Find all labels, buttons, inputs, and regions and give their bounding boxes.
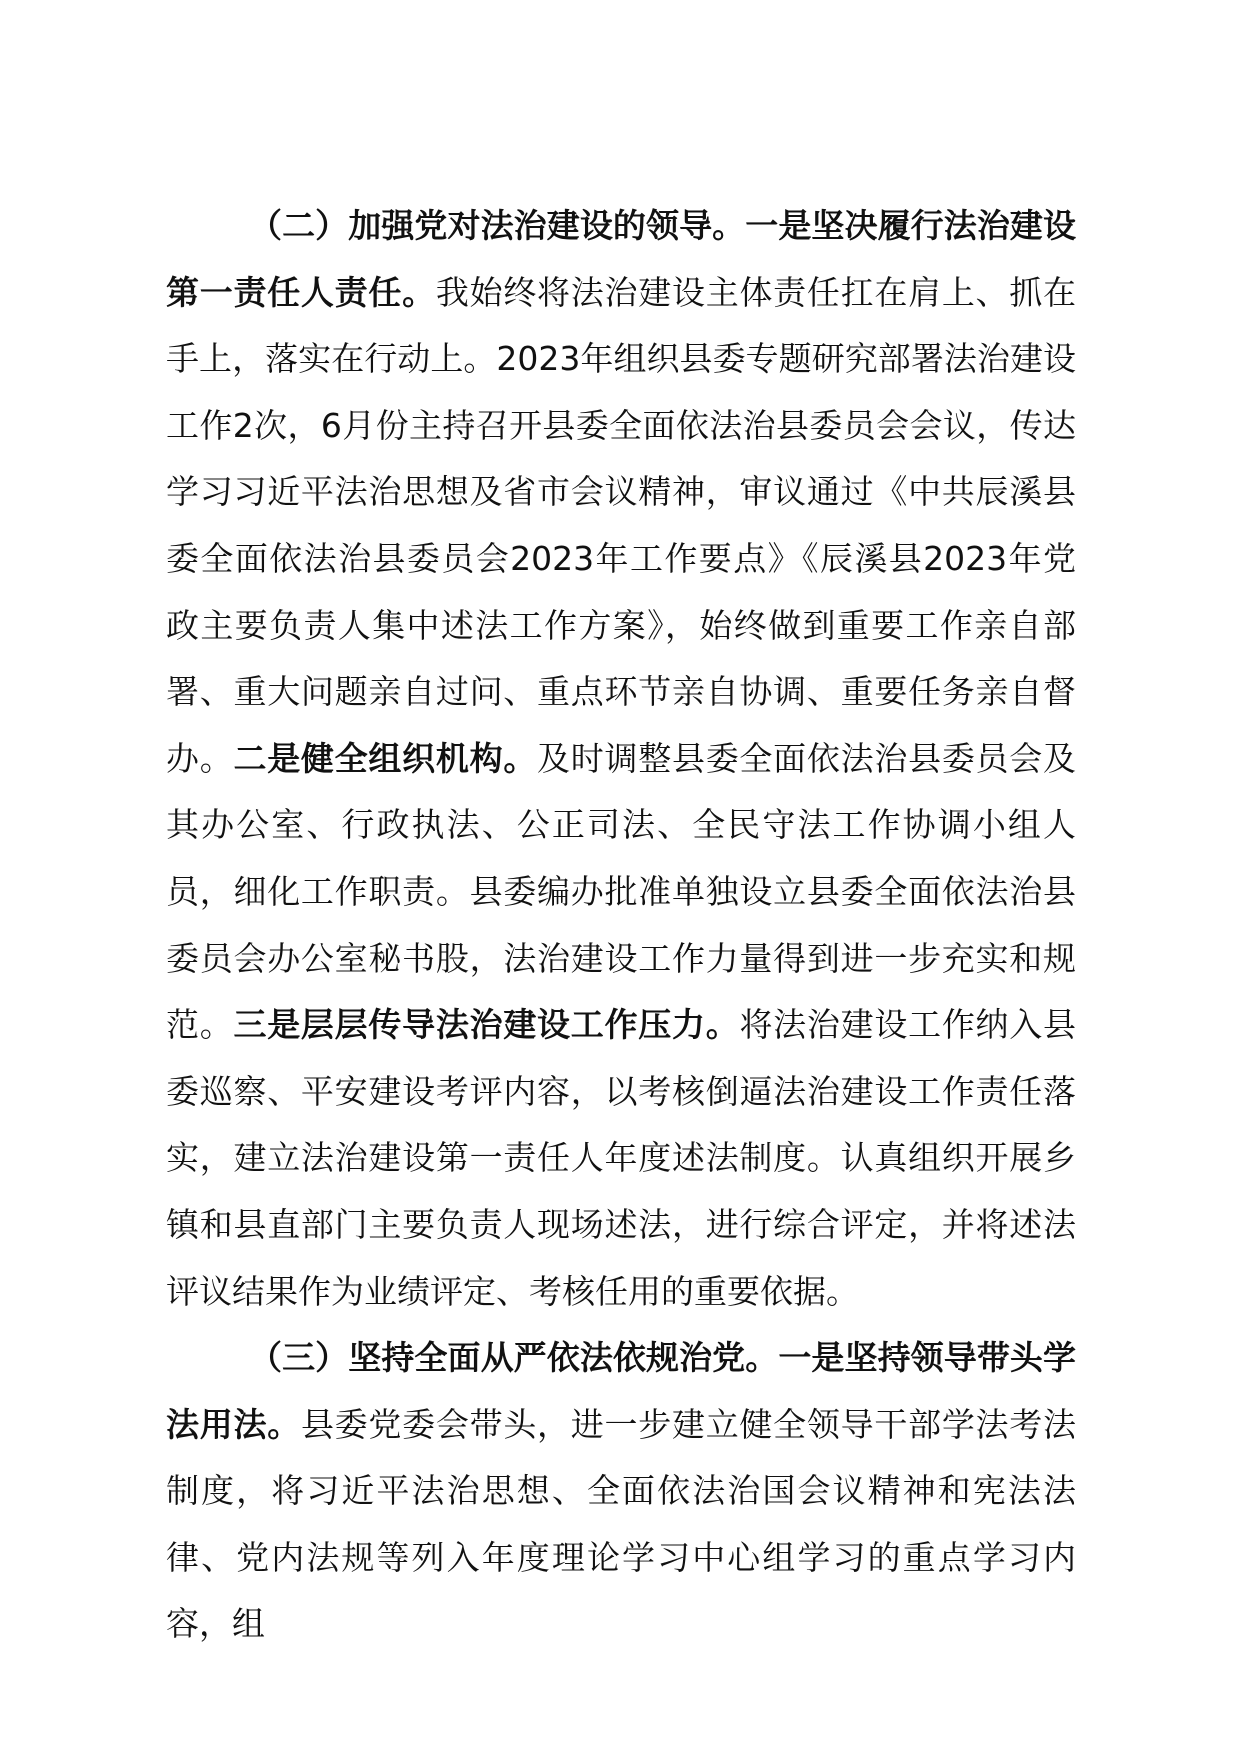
heading-section-three: （三）坚持全面从严依法依规治党。一是坚持领导带头学法用法。 — [166, 1338, 1076, 1444]
paragraph-text: 县委党委会带头，进一步建立健全领导干部学法考法制度，将习近平法治思想、全面依法治国会议精神和宪法法律、党内法规等列入年度理论学习中心组学习的重点学习内容，组 — [166, 1404, 1077, 1644]
paragraph-text: 及时调整县委全面依法治县委员会及其办公室、行政执法、公正司法、全民守法工作协调小组人员，细化工作职责。县委编办批准单独设立县委全面依法治县委员会办公室秘书股，法治建设工作力量得到进一步充实和规范。 — [166, 738, 1077, 1045]
paragraph-text: 将法治建设工作纳入县委巡察、平安建设考评内容，以考核倒逼法治建设工作责任落实，建立法治建设第一责任人年度述法制度。认真组织开展乡镇和县直部门主要负责人现场述法，进行综合评定，并将述法评议结果作为业绩评定、考核任用的重要依据。 — [166, 1005, 1077, 1311]
paragraph-leadership — [166, 193, 1076, 1325]
paragraph-party-governance — [166, 1325, 1076, 1658]
point-three-heading: 三是层层传导法治建设工作压力。 — [233, 1005, 740, 1045]
point-two-heading: 二是健全组织机构。 — [233, 738, 538, 778]
document-page — [166, 193, 1076, 1658]
heading-section-two: （二）加强党对法治建设的领导。一是坚决履行法治建设第一责任人责任。 — [166, 206, 1076, 312]
paragraph-text: 我始终将法治建设主体责任扛在肩上、抓在手上，落实在行动上。2023年组织县委专题研究部署法治建设工作2次，6月份主持召开县委全面依法治县委员会会议，传达学习习近平法治思想及省市会议精神，审议通过《中共辰溪县委全面依法治县委员会2023年工作要点》《辰溪县2023年党政主要负责人集中述法工作方案》，始终做到重要工作亲自部署、重大问题亲自过问、重点环节亲自协调、重要任务亲自督办。 — [166, 272, 1077, 778]
